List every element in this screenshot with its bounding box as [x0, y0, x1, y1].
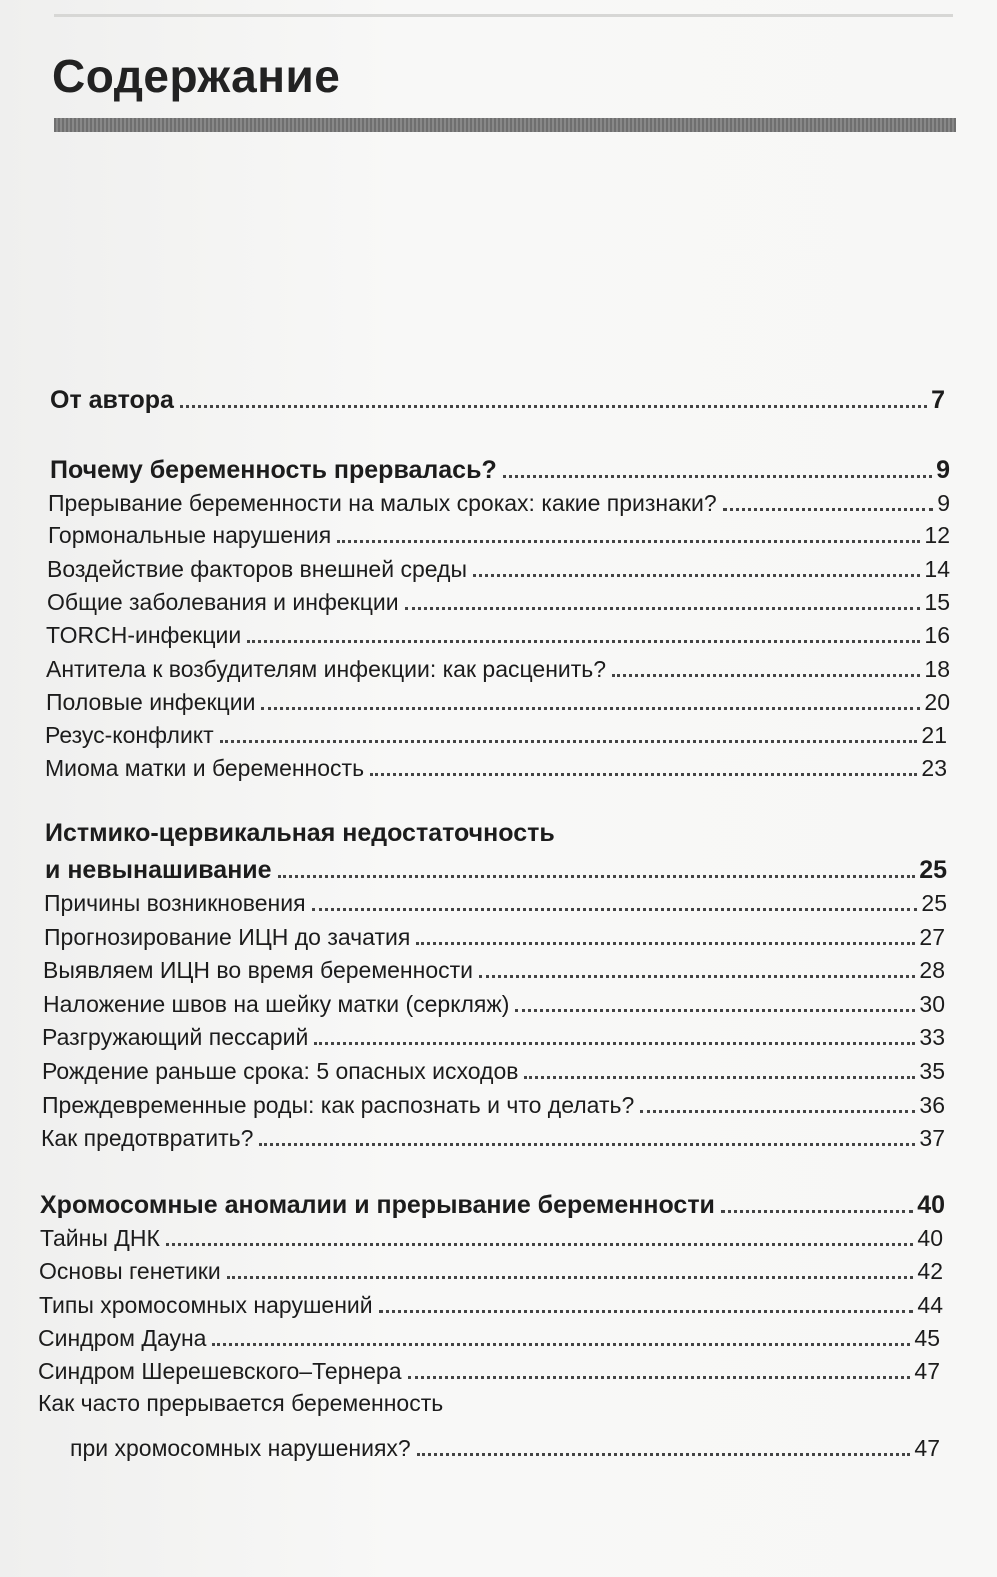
dot-leader [612, 674, 920, 677]
toc-entry-title: Наложение швов на шейку матки (серкляж) [43, 991, 510, 1017]
toc-section[interactable] [41, 1120, 945, 1153]
toc-entry-title: Половые инфекции [46, 689, 256, 715]
dot-leader [314, 1042, 915, 1045]
toc-entry-title: Прерывание беременности на малых сроках: какие признаки? [48, 490, 717, 516]
toc-entry-title: Резус-конфликт [45, 722, 214, 748]
toc-section[interactable] [40, 1220, 943, 1253]
toc-page-number: 28 [919, 957, 945, 983]
toc-section[interactable] [43, 986, 945, 1019]
dot-leader [261, 707, 920, 710]
dot-leader [723, 508, 934, 511]
toc-page-number: 7 [931, 386, 945, 414]
toc-section[interactable] [44, 885, 947, 918]
toc-entry-title: Рождение раньше срока: 5 опасных исходов [42, 1058, 519, 1084]
dot-leader [721, 1210, 913, 1213]
toc-section[interactable] [42, 1053, 945, 1086]
dot-leader [180, 405, 927, 408]
dot-leader [379, 1310, 914, 1313]
dot-leader [259, 1143, 915, 1146]
dot-leader [640, 1110, 915, 1113]
toc-page-number: 40 [917, 1191, 945, 1219]
toc-entry-title: Основы генетики [39, 1258, 221, 1284]
toc-page-number: 14 [924, 556, 950, 582]
toc-entry-title: и невынашивание [45, 856, 272, 884]
toc-section[interactable] [44, 919, 945, 952]
toc-section[interactable] [38, 1320, 940, 1353]
toc-entry-title-line1: Как часто прерывается беременность [38, 1390, 444, 1416]
toc-page-number: 20 [924, 689, 950, 715]
toc-entry-title: От автора [50, 386, 174, 414]
page-title: Содержание [52, 50, 341, 102]
toc-page-number: 35 [919, 1058, 945, 1084]
toc-entry-title: TORCH-инфекции [46, 622, 242, 648]
toc-page-number: 25 [919, 856, 947, 884]
toc-section[interactable] [45, 717, 947, 750]
dot-leader [278, 875, 916, 878]
toc-entry-title: при хромосомных нарушениях? [70, 1435, 411, 1461]
toc-section[interactable] [46, 617, 950, 650]
toc-section[interactable] [70, 1430, 940, 1463]
toc-chapter[interactable] [45, 852, 947, 885]
toc-section[interactable] [38, 1353, 940, 1386]
toc-entry-title-line1: Истмико-цервикальная недостаточность [45, 819, 555, 847]
toc-chapter[interactable] [50, 382, 945, 415]
dot-leader [408, 1376, 911, 1379]
toc-entry-title: Прогнозирование ИЦН до зачатия [44, 924, 411, 950]
dot-leader [479, 975, 915, 978]
dot-leader [473, 574, 920, 577]
dot-leader [166, 1243, 914, 1246]
toc-entry-title: Преждевременные роды: как распознать и что делать? [42, 1092, 635, 1118]
toc-page-number: 25 [921, 890, 947, 916]
toc-section[interactable] [48, 485, 950, 518]
dot-leader [524, 1076, 915, 1079]
toc-page-number: 12 [924, 522, 950, 548]
dot-leader [515, 1009, 915, 1012]
dot-leader [312, 908, 918, 911]
toc-page-number: 9 [936, 456, 950, 484]
toc-section[interactable] [42, 1087, 945, 1120]
dot-leader [220, 740, 918, 743]
toc-page-number: 47 [914, 1358, 940, 1384]
toc-page-number: 15 [924, 589, 950, 615]
toc-entry-title: Выявляем ИЦН во время беременности [43, 957, 474, 983]
toc-section[interactable] [47, 551, 950, 584]
toc-section[interactable] [48, 517, 950, 550]
dot-leader [247, 640, 920, 643]
toc-page-number: 45 [914, 1325, 940, 1351]
toc-entry-title: Тайны ДНК [40, 1225, 160, 1251]
toc-entry-title: Миома матки и беременность [45, 755, 365, 781]
toc-entry-title: Общие заболевания и инфекции [47, 589, 399, 615]
toc-page-number: 23 [921, 755, 947, 781]
toc-entry-title: Синдром Дауна [38, 1325, 207, 1351]
toc-entry-title: Причины возникновения [44, 890, 306, 916]
dot-leader [417, 1453, 911, 1456]
toc-page-number: 27 [919, 924, 945, 950]
toc-section[interactable] [45, 750, 947, 783]
toc-chapter[interactable] [50, 452, 950, 485]
toc-page-number: 47 [914, 1435, 940, 1461]
toc-section[interactable] [39, 1253, 943, 1286]
toc-chapter[interactable] [40, 1187, 945, 1220]
dot-leader [337, 540, 920, 543]
dot-leader [503, 475, 932, 478]
toc-section[interactable] [46, 651, 950, 684]
dot-leader [370, 773, 917, 776]
toc-page-number: 44 [917, 1292, 943, 1318]
toc-page-number: 9 [937, 490, 950, 516]
toc-page-number: 40 [917, 1225, 943, 1251]
toc-page-number: 18 [924, 656, 950, 682]
toc-entry-title: Типы хромосомных нарушений [39, 1292, 373, 1318]
toc-entry-title: Как предотвратить? [41, 1125, 254, 1151]
dot-leader [405, 607, 921, 610]
toc-page-number: 30 [919, 991, 945, 1017]
toc-entry-title: Синдром Шерешевского–Тернера [38, 1358, 402, 1384]
header-line [54, 14, 953, 17]
toc-entry-title: Разгружающий пессарий [42, 1024, 309, 1050]
toc-entry-title: Гормональные нарушения [48, 522, 332, 548]
toc-section[interactable] [39, 1287, 943, 1320]
dot-leader [212, 1343, 910, 1346]
toc-page-number: 37 [919, 1125, 945, 1151]
title-rule [54, 118, 956, 132]
toc-entry-title: Почему беременность прервалась? [50, 456, 497, 484]
toc-section[interactable] [46, 684, 950, 717]
dot-leader [227, 1276, 914, 1279]
toc-section[interactable] [42, 1019, 945, 1052]
toc-page-number: 42 [917, 1258, 943, 1284]
toc-page-number: 16 [924, 622, 950, 648]
toc-entry-title: Антитела к возбудителям инфекции: как расценить? [46, 656, 607, 682]
toc-entry-title: Воздействие факторов внешней среды [47, 556, 467, 582]
toc-section[interactable] [47, 584, 950, 617]
dot-leader [416, 942, 915, 945]
toc-entry-title: Хромосомные аномалии и прерывание беременности [40, 1191, 715, 1219]
toc-page-number: 33 [919, 1024, 945, 1050]
toc-section[interactable] [43, 952, 945, 985]
toc-page-number: 21 [921, 722, 947, 748]
toc-page-number: 36 [919, 1092, 945, 1118]
